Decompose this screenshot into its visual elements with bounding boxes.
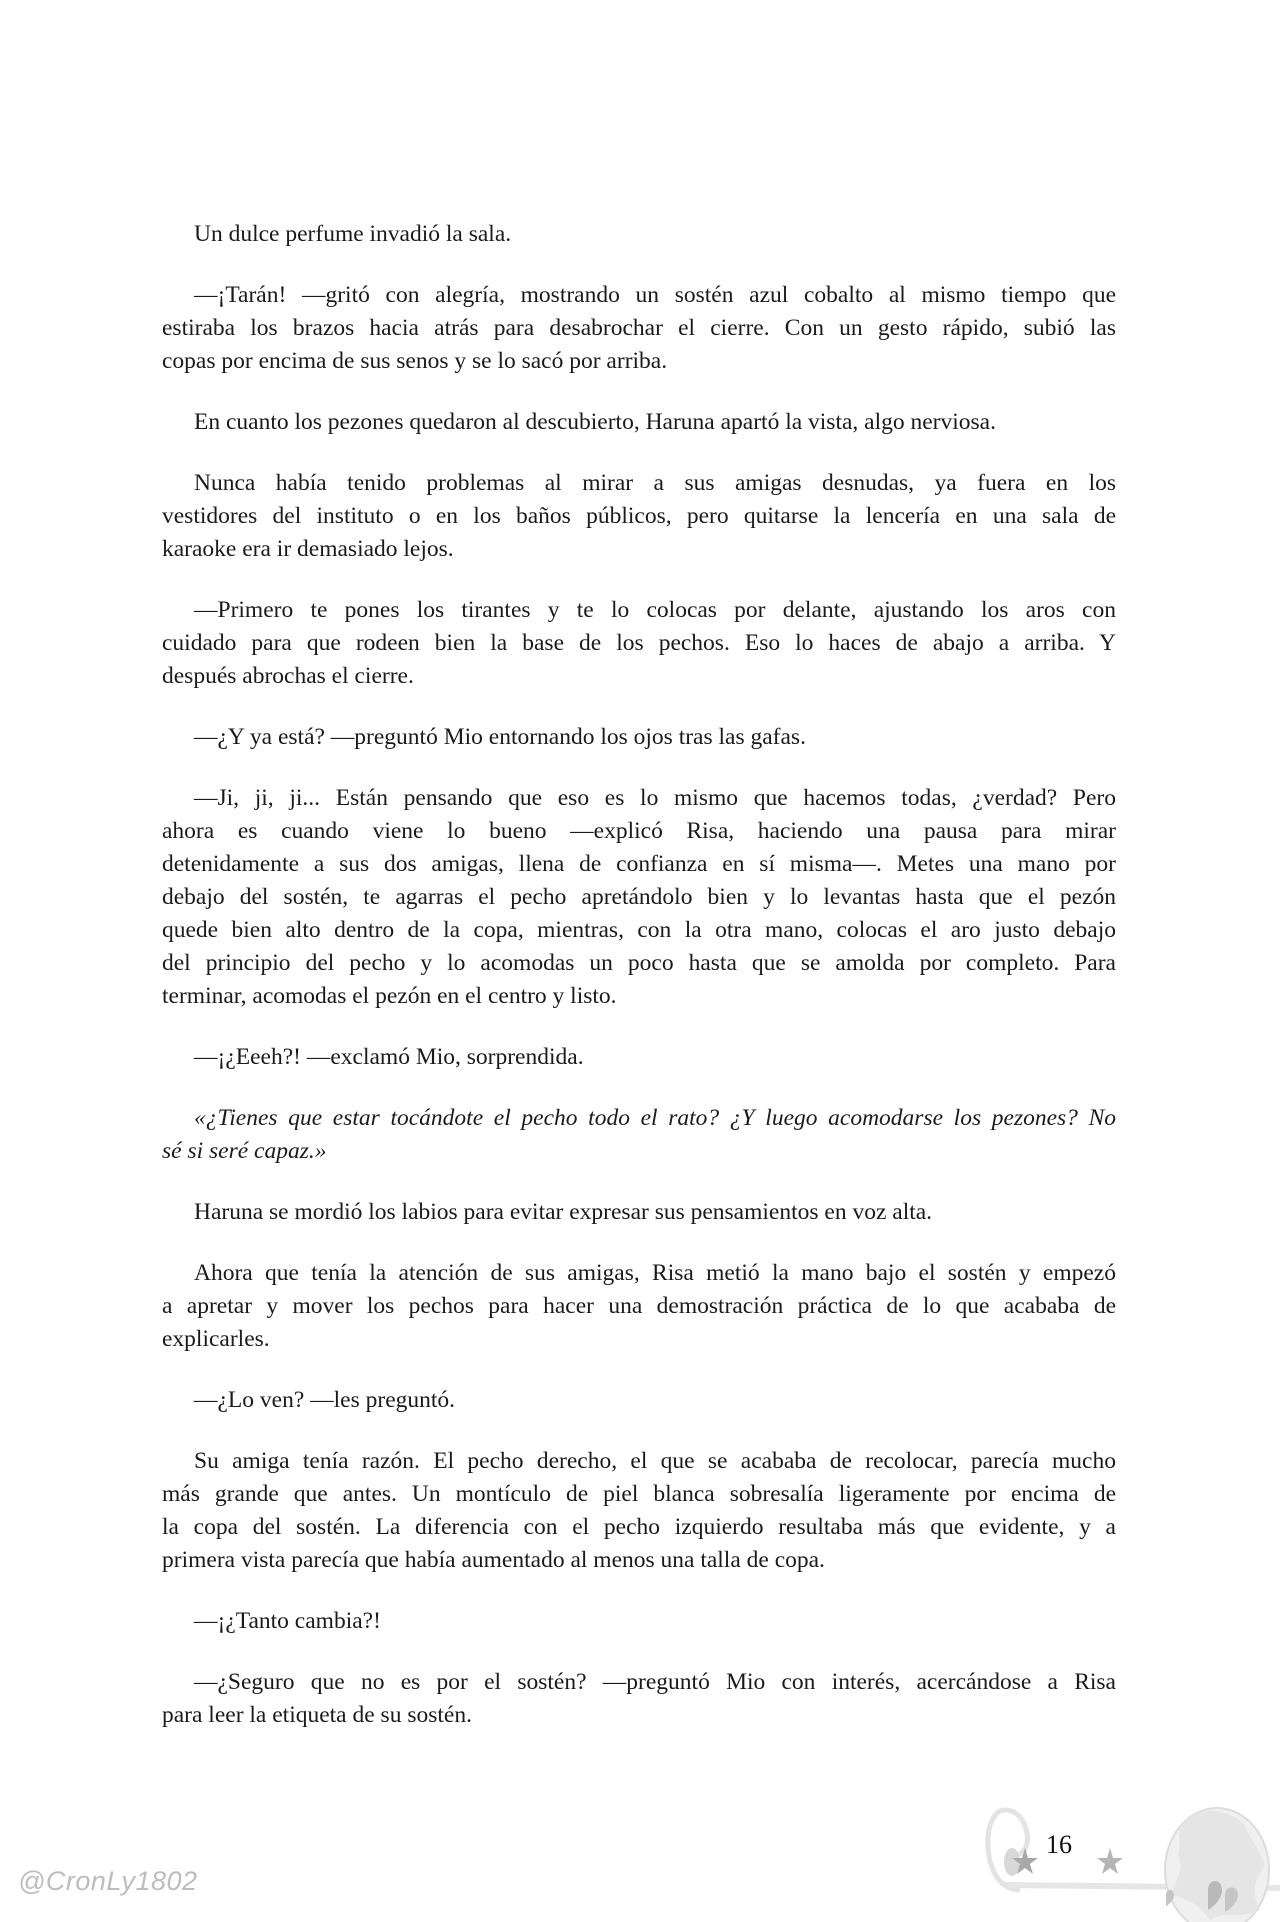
paragraph — [162, 1196, 1116, 1229]
text-line: quede bien alto dentro de la copa, mientras, con la otra mano, colocas el aro justo debajo — [162, 917, 1116, 943]
paragraph — [162, 218, 1116, 251]
paragraph — [162, 1666, 1116, 1732]
text-line: —¿Lo ven? —les preguntó. — [194, 1387, 456, 1413]
text-line: copas por encima de sus senos y se lo sacó por arriba. — [162, 348, 668, 374]
text-line: explicarles. — [162, 1326, 270, 1352]
text-line: —¡¿Eeeh?! —exclamó Mio, sorprendida. — [194, 1044, 584, 1070]
paragraph — [162, 1605, 1116, 1638]
text-line: Haruna se mordió los labios para evitar expresar sus pensamientos en voz alta. — [194, 1199, 933, 1225]
watermark: @CronLy1802 — [18, 1866, 198, 1896]
text-line: detenidamente a sus dos amigas, llena de confianza en sí misma—. Metes una mano por — [162, 851, 1116, 877]
text-line: Nunca había tenido problemas al mirar a sus amigas desnudas, ya fuera en los — [194, 470, 1116, 496]
text-line: «¿Tienes que estar tocándote el pecho todo el rato? ¿Y luego acomodarse los pezones? No — [194, 1105, 1116, 1131]
paragraph — [162, 406, 1116, 439]
text-line: debajo del sostén, te agarras el pecho apretándolo bien y lo levantas hasta que el pezón — [162, 884, 1116, 910]
text-line: Un dulce perfume invadió la sala. — [194, 221, 512, 247]
text-line: más grande que antes. Un montículo de piel blanca sobresalía ligeramente por encima de — [162, 1481, 1116, 1507]
paragraph — [162, 721, 1116, 754]
page-number: 16 — [1046, 1830, 1072, 1859]
text-line: karaoke era ir demasiado lejos. — [162, 536, 454, 562]
text-line: Ahora que tenía la atención de sus amigas, Risa metió la mano bajo el sostén y empezó — [194, 1260, 1116, 1286]
text-line: cuidado para que rodeen bien la base de los pechos. Eso lo haces de abajo a arriba. Y — [162, 630, 1116, 656]
body-text — [162, 218, 1116, 1760]
paragraph — [162, 279, 1116, 378]
text-line: —¡¿Tanto cambia?! — [194, 1608, 381, 1634]
text-line: la copa del sostén. La diferencia con el pecho izquierdo resultaba más que evidente, y a — [162, 1514, 1116, 1540]
paragraph — [162, 782, 1116, 1013]
paragraph — [162, 1041, 1116, 1074]
text-line: para leer la etiqueta de su sostén. — [162, 1702, 472, 1728]
text-line: del principio del pecho y lo acomodas un poco hasta que se amolda por completo. Para — [162, 950, 1116, 976]
text-line: —Ji, ji, ji... Están pensando que eso es lo mismo que hacemos todas, ¿verdad? Pero — [194, 785, 1116, 811]
text-line: sé si seré capaz.» — [162, 1138, 327, 1164]
text-line: —¿Y ya está? —preguntó Mio entornando los ojos tras las gafas. — [194, 724, 806, 750]
text-line: —Primero te pones los tirantes y te lo colocas por delante, ajustando los aros con — [194, 597, 1116, 623]
text-line: Su amiga tenía razón. El pecho derecho, el que se acababa de recolocar, parecía mucho — [194, 1448, 1116, 1474]
text-line: a apretar y mover los pechos para hacer una demostración práctica de lo que acababa de — [162, 1293, 1116, 1319]
paragraph — [162, 594, 1116, 693]
text-line: vestidores del instituto o en los baños públicos, pero quitarse la lencería en una sala de — [162, 503, 1116, 529]
text-line: primera vista parecía que había aumentado al menos una talla de copa. — [162, 1547, 825, 1573]
paragraph — [162, 467, 1116, 566]
text-line: ahora es cuando viene lo bueno —explicó Risa, haciendo una pausa para mirar — [162, 818, 1116, 844]
paragraph — [162, 1384, 1116, 1417]
italic-thought-paragraph — [162, 1102, 1116, 1168]
text-line: En cuanto los pezones quedaron al descubierto, Haruna apartó la vista, algo nerviosa. — [194, 409, 996, 435]
text-line: estiraba los brazos hacia atrás para desabrochar el cierre. Con un gesto rápido, subió las — [162, 315, 1116, 341]
paragraph — [162, 1257, 1116, 1356]
text-line: terminar, acomodas el pezón en el centro y listo. — [162, 983, 617, 1009]
text-line: —¡Tarán! —gritó con alegría, mostrando un sostén azul cobalto al mismo tiempo que — [194, 282, 1116, 308]
paragraph — [162, 1445, 1116, 1577]
page-ornament-icon — [960, 1770, 1280, 1922]
text-line: —¿Seguro que no es por el sostén? —preguntó Mio con interés, acercándose a Risa — [194, 1669, 1116, 1695]
text-line: después abrochas el cierre. — [162, 663, 414, 689]
